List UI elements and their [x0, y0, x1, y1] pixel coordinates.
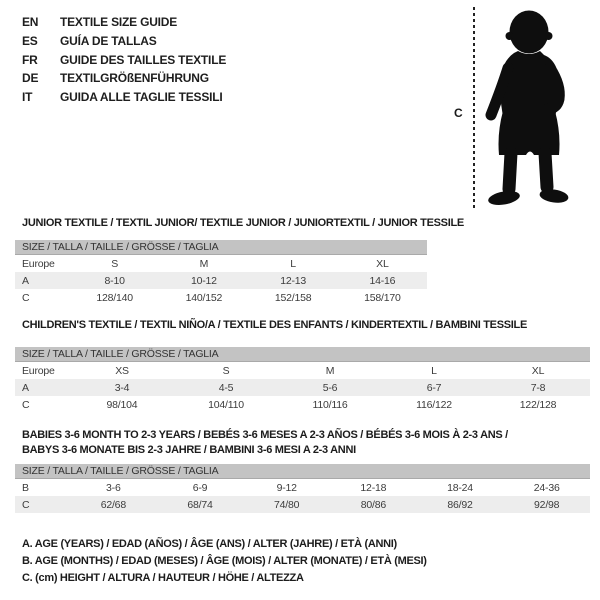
cell: M	[199, 257, 209, 270]
language-code: FR	[22, 52, 38, 67]
language-title: TEXTILGRÖßENFÜHRUNG	[60, 71, 209, 86]
cell: 8-10	[104, 274, 125, 287]
cell: XL	[531, 364, 545, 377]
size-header-bar: SIZE / TALLA / TAILLE / GRÖSSE / TAGLIA	[15, 347, 590, 362]
size-header-bar: SIZE / TALLA / TAILLE / GRÖSSE / TAGLIA	[15, 240, 427, 255]
language-code: ES	[22, 34, 38, 49]
height-figure	[440, 0, 600, 215]
spacer	[15, 231, 427, 240]
cell: 86/92	[447, 498, 473, 511]
children-textile-table	[15, 318, 590, 413]
cell: 10-12	[190, 274, 217, 287]
language-title-list	[22, 13, 226, 106]
cell: 122/128	[519, 398, 557, 411]
table-row-c	[15, 289, 427, 306]
language-row-de	[22, 69, 226, 88]
row-label: C	[22, 498, 30, 511]
cell: 6-9	[192, 481, 208, 494]
cell: 14-16	[369, 274, 396, 287]
row-label: A	[22, 274, 29, 287]
row-label: Europe	[22, 257, 55, 270]
cell: 7-8	[530, 381, 546, 394]
cell: 152/158	[274, 291, 312, 304]
row-label: Europe	[22, 364, 55, 377]
language-row-it	[22, 88, 226, 107]
cell: 3-6	[106, 481, 121, 494]
cell: 128/140	[96, 291, 133, 304]
language-code: EN	[22, 15, 39, 30]
language-title: TEXTILE SIZE GUIDE	[60, 15, 178, 30]
row-label: B	[22, 481, 29, 494]
table-title: CHILDREN'S TEXTILE / TEXTIL NIÑO/A / TEXTILE DES ENFANTS / KINDERTEXTIL / BAMBINI TESSILE	[22, 319, 527, 331]
babies-textile-table	[15, 428, 590, 513]
cell: 6-7	[426, 381, 442, 394]
cell: 116/122	[416, 398, 452, 411]
height-label-c: C	[454, 106, 463, 120]
cell: 158/170	[364, 291, 401, 304]
cell: 110/116	[312, 398, 348, 411]
cell: 62/68	[100, 498, 126, 511]
height-measure-dashed-line	[473, 7, 475, 208]
spacer	[15, 333, 590, 347]
table-row-c	[15, 396, 590, 413]
cell: 12-18	[360, 481, 387, 494]
cell: 104/110	[208, 398, 244, 411]
table-row-a	[15, 272, 427, 289]
language-row-fr	[22, 50, 226, 69]
table-row-a	[15, 379, 590, 396]
row-label: C	[22, 291, 30, 304]
cell: 12-13	[280, 274, 307, 287]
cell: 4-5	[218, 381, 234, 394]
measure-legend	[22, 536, 427, 587]
row-label: A	[22, 381, 29, 394]
table-row-europe	[15, 255, 427, 272]
cell: 9-12	[276, 481, 297, 494]
language-title: GUIDE DES TAILLES TEXTILE	[60, 52, 227, 67]
cell: 98/104	[106, 398, 138, 411]
cell: L	[431, 364, 437, 377]
language-code: DE	[22, 71, 39, 86]
baby-silhouette	[478, 5, 578, 210]
language-row-en	[22, 13, 226, 32]
size-header-bar: SIZE / TALLA / TAILLE / GRÖSSE / TAGLIA	[15, 464, 590, 479]
cell: 68/74	[187, 498, 213, 511]
language-title: GUÍA DE TALLAS	[60, 34, 157, 49]
language-row-es	[22, 32, 226, 51]
cell: XL	[376, 257, 389, 270]
cell: 18-24	[447, 481, 473, 494]
language-title: GUIDA ALLE TAGLIE TESSILI	[60, 90, 223, 105]
cell: 92/98	[534, 498, 560, 511]
table-row-b	[15, 479, 590, 496]
row-label: C	[22, 398, 30, 411]
language-code: IT	[22, 90, 33, 105]
legend-line-b: B. AGE (MONTHS) / EDAD (MESES) / ÂGE (MOIS) / ALTER (MONATE) / ETÀ (MESI)	[22, 555, 427, 567]
cell: 74/80	[274, 498, 300, 511]
cell: S	[111, 257, 119, 270]
cell: 24-36	[533, 481, 560, 494]
cell: XS	[115, 364, 129, 377]
cell: 80/86	[360, 498, 386, 511]
cell: 5-6	[322, 381, 338, 394]
cell: 140/152	[185, 291, 223, 304]
cell: 3-4	[114, 381, 130, 394]
legend-line-c: C. (cm) HEIGHT / ALTURA / HAUTEUR / HÖHE / ALTEZZA	[22, 572, 304, 584]
legend-line-a: A. AGE (YEARS) / EDAD (AÑOS) / ÂGE (ANS) / ALTER (JAHRE) / ETÀ (ANNI)	[22, 538, 397, 550]
table-title: JUNIOR TEXTILE / TEXTIL JUNIOR/ TEXTILE JUNIOR / JUNIORTEXTIL / JUNIOR TESSILE	[22, 217, 464, 229]
cell: S	[222, 364, 230, 377]
table-title-line1: BABIES 3-6 MONTH TO 2-3 YEARS / BEBÉS 3-6 MESES A 2-3 AÑOS / BÉBÉS 3-6 MOIS À 2-3 ANS /	[22, 429, 508, 441]
table-row-europe	[15, 362, 590, 379]
cell: M	[325, 364, 335, 377]
junior-textile-table	[15, 216, 464, 306]
table-title-line2: BABYS 3-6 MONATE BIS 2-3 JAHRE / BAMBINI 3-6 MESI A 2-3 ANNI	[22, 444, 356, 456]
cell: L	[290, 257, 296, 270]
table-row-c	[15, 496, 590, 513]
